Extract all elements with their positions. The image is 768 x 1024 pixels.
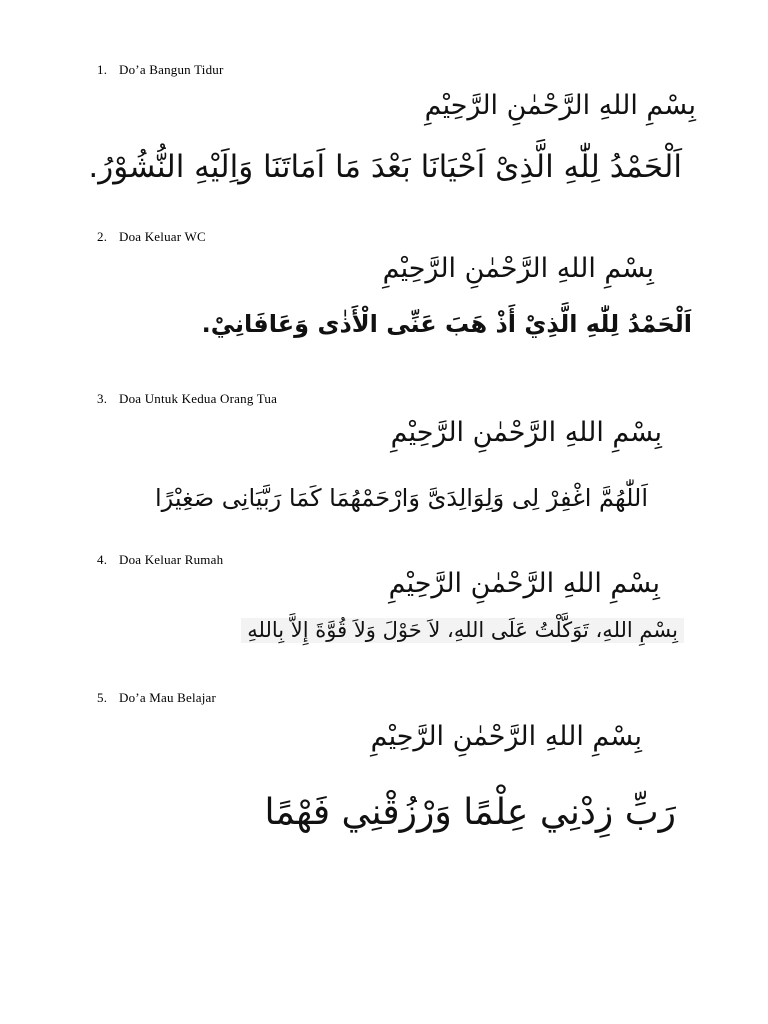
section-5-prayer: رَبِّ زِدْنِي عِلْمًا وَرْزُقْنِي فَهْمًا: [264, 792, 676, 833]
section-3-basmala: بِسْمِ اللهِ الرَّحْمٰنِ الرَّحِيْمِ: [390, 417, 662, 448]
section-2-basmala: بِسْمِ اللهِ الرَّحْمٰنِ الرَّحِيْمِ: [382, 253, 654, 284]
section-1-basmala: بِسْمِ اللهِ الرَّحْمٰنِ الرَّحِيْمِ: [424, 90, 696, 121]
section-2-title: Doa Keluar WC: [119, 229, 206, 244]
section-5-title: Do’a Mau Belajar: [119, 690, 217, 705]
section-3-title: Doa Untuk Kedua Orang Tua: [119, 391, 278, 406]
section-4-basmala: بِسْمِ اللهِ الرَّحْمٰنِ الرَّحِيْمِ: [388, 568, 660, 599]
section-5-basmala: بِسْمِ اللهِ الرَّحْمٰنِ الرَّحِيْمِ: [370, 721, 642, 752]
section-3-number: 3.: [97, 391, 108, 406]
section-3-heading: [97, 391, 277, 407]
section-4-prayer: بِسْمِ اللهِ، تَوَكَّلْتُ عَلَى اللهِ، لاَ حَوْلَ وَلاَ قُوَّةَ إِلاَّ بِاللهِ: [241, 618, 684, 643]
section-5-number: 5.: [97, 690, 108, 705]
section-1-title: Do’a Bangun Tidur: [119, 62, 224, 77]
section-2-prayer: اَلْحَمْدُ لِلّٰهِ الَّذِيْ أَذْ هَبَ عَنِّى الْأَذٰى وَعَافَانِيْ.: [201, 310, 692, 338]
section-4-heading: [97, 552, 223, 568]
section-1-prayer: اَلْحَمْدُ لِلّٰهِ الَّذِىْ اَحْيَانَا بَعْدَ مَا اَمَاتَنَا وَاِلَيْهِ النُّشُوْرُ.: [88, 149, 682, 185]
section-2-number: 2.: [97, 229, 108, 244]
section-4-number: 4.: [97, 552, 108, 567]
section-1-heading: [97, 62, 224, 78]
section-5-heading: [97, 690, 216, 706]
section-2-heading: [97, 229, 206, 245]
section-1-number: 1.: [97, 62, 108, 77]
section-3-prayer: اَللّٰهُمَّ اغْفِرْ لِى وَلِوَالِدَىَّ وَارْحَمْهُمَا كَمَا رَبَّيَانِى صَغِيْرًا: [155, 484, 648, 512]
section-4-title: Doa Keluar Rumah: [119, 552, 224, 567]
